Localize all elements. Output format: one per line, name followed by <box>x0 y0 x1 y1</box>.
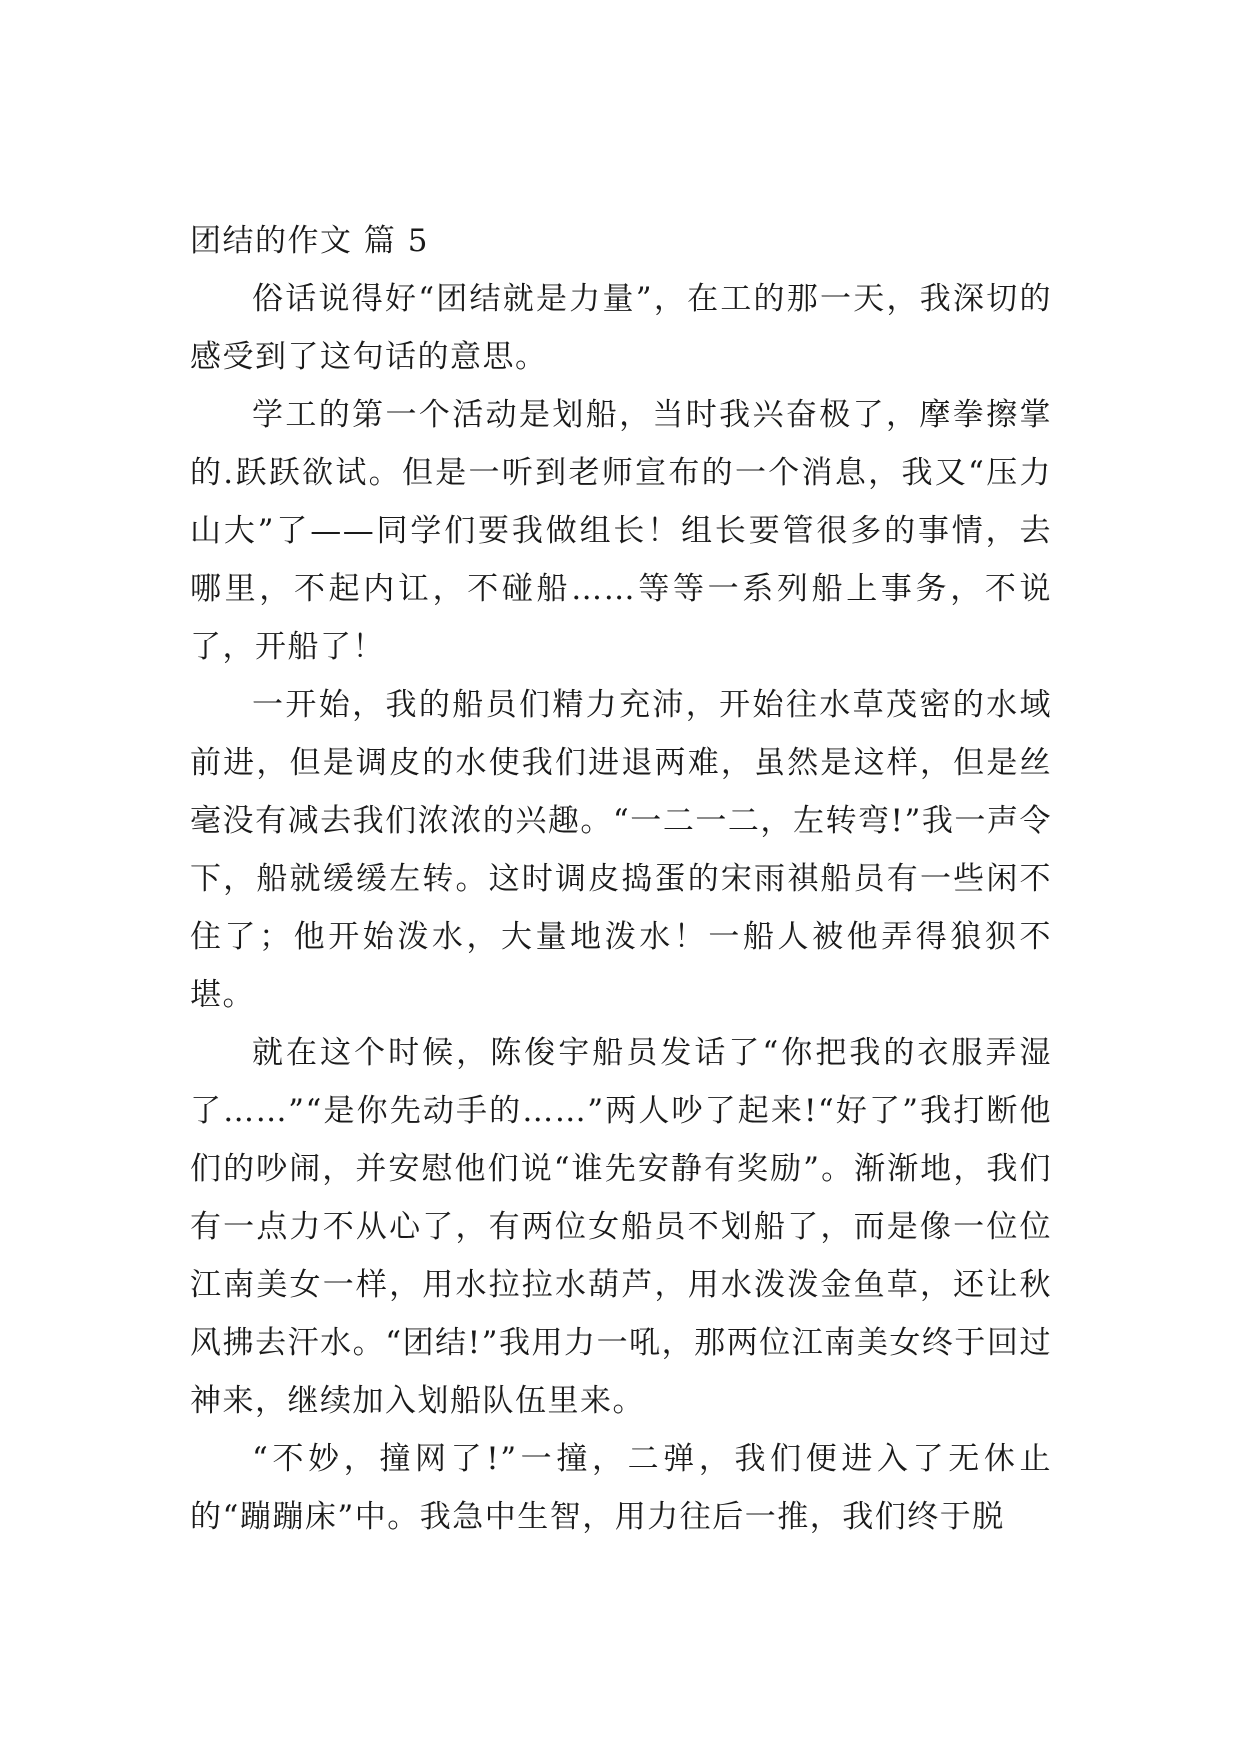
paragraph: 就在这个时候，陈俊宇船员发话了“你把我的衣服弄湿了……”“是你先动手的……”两人吵了起来!“好了”我打断他们的吵闹，并安慰他们说“谁先安静有奖励”。渐渐地，我们有一点力不从心了，有两位女船员不划船了，而是像一位位江南美女一样，用水拉拉水葫芦，用水泼泼金鱼草，还让秋风拂去汗水。“团结!”我用力一吼，那两位江南美女终于回过神来，继续加入划船队伍里来。 <box>190 1035 1052 1419</box>
document-body <box>190 212 1052 1546</box>
paragraph: 俗话说得好“团结就是力量”，在工的那一天，我深切的感受到了这句话的意思。 <box>190 281 1052 375</box>
paragraph: 一开始，我的船员们精力充沛，开始往水草茂密的水域前进，但是调皮的水使我们进退两难，虽然是这样，但是丝毫没有减去我们浓浓的兴趣。“一二一二，左转弯!”我一声令下，船就缓缓左转。这时调皮捣蛋的宋雨祺船员有一些闲不住了；他开始泼水，大量地泼水！一船人被他弄得狼狈不堪。 <box>190 687 1052 1013</box>
paragraph: 学工的第一个活动是划船，当时我兴奋极了，摩拳擦掌的.跃跃欲试。但是一听到老师宣布的一个消息，我又“压力山大”了——同学们要我做组长！组长要管很多的事情，去哪里，不起内讧，不碰船……等等一系列船上事务，不说了，开船了！ <box>190 397 1052 665</box>
paragraph: “不妙，撞网了!”一撞，二弹，我们便进入了无休止的“蹦蹦床”中。我急中生智，用力往后一推，我们终于脱 <box>190 1441 1052 1535</box>
document-title: 团结的作文 篇 5 <box>190 223 429 259</box>
